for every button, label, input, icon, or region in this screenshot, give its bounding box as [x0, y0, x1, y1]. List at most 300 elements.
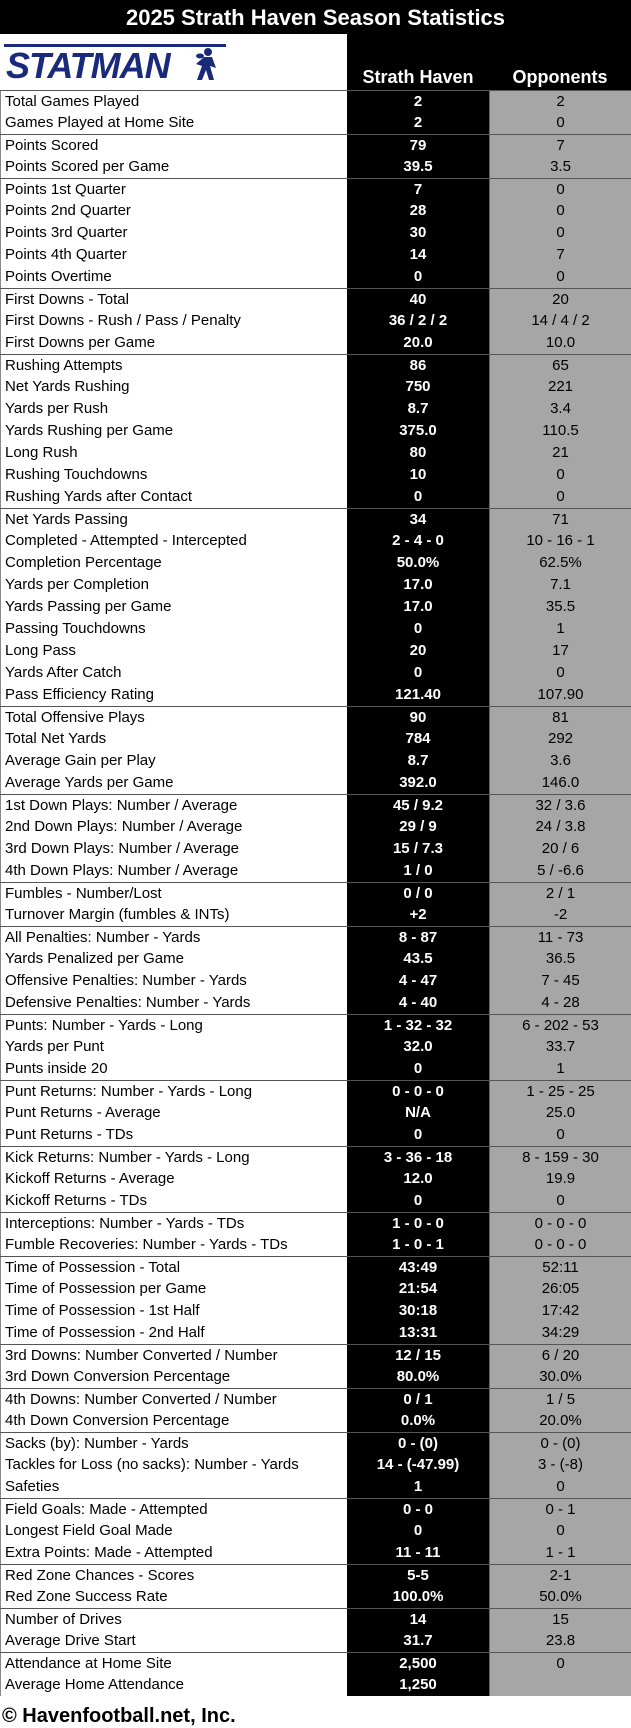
stat-row — [0, 1256, 631, 1278]
opponent-value: 3.4 — [489, 398, 631, 420]
opponent-value: 21 — [489, 442, 631, 464]
stat-row — [0, 772, 631, 794]
stat-label: Punt Returns - TDs — [0, 1124, 347, 1146]
opponents-column-label: Opponents — [512, 67, 608, 87]
stat-row — [0, 1190, 631, 1212]
opponent-value: 1 — [489, 618, 631, 640]
team-value: 1,250 — [347, 1674, 489, 1696]
opponent-value: 0 — [489, 1476, 631, 1498]
stat-row — [0, 574, 631, 596]
opponent-value: 110.5 — [489, 420, 631, 442]
stat-label: Time of Possession - Total — [0, 1257, 347, 1278]
opponent-value: 33.7 — [489, 1036, 631, 1058]
team-value: 4 - 47 — [347, 970, 489, 992]
stat-row — [0, 508, 631, 530]
stat-label: Yards Rushing per Game — [0, 420, 347, 442]
stat-label: Net Yards Rushing — [0, 376, 347, 398]
opponent-value: 10 - 16 - 1 — [489, 530, 631, 552]
stat-label: Punts: Number - Yards - Long — [0, 1015, 347, 1036]
stat-row — [0, 662, 631, 684]
opponent-value: 3 - (-8) — [489, 1454, 631, 1476]
team-value: 5-5 — [347, 1565, 489, 1586]
team-value: +2 — [347, 904, 489, 926]
stat-label: Yards per Rush — [0, 398, 347, 420]
stat-row — [0, 1322, 631, 1344]
opponent-value: 0 — [489, 464, 631, 486]
stat-row — [0, 970, 631, 992]
stat-row — [0, 794, 631, 816]
stat-label: Points Scored — [0, 135, 347, 156]
team-value: 21:54 — [347, 1278, 489, 1300]
opponent-value: 0 — [489, 1520, 631, 1542]
team-value: 80 — [347, 442, 489, 464]
team-value: 0 — [347, 266, 489, 288]
team-value: 4 - 40 — [347, 992, 489, 1014]
statman-logo-text: STATMAN — [6, 45, 170, 86]
stat-row — [0, 1058, 631, 1080]
stat-row — [0, 376, 631, 398]
stat-row — [0, 178, 631, 200]
stat-row — [0, 112, 631, 134]
team-value: 43.5 — [347, 948, 489, 970]
opponent-value: 2-1 — [489, 1565, 631, 1586]
team-value: 750 — [347, 376, 489, 398]
opponent-value: 6 / 20 — [489, 1345, 631, 1366]
opponent-value: 52:11 — [489, 1257, 631, 1278]
team-value: 28 — [347, 200, 489, 222]
opponent-value: 0 — [489, 1124, 631, 1146]
stat-row — [0, 1630, 631, 1652]
stat-row — [0, 618, 631, 640]
stat-label: Red Zone Success Rate — [0, 1586, 347, 1608]
stat-label: Attendance at Home Site — [0, 1653, 347, 1674]
opponent-value: 1 - 25 - 25 — [489, 1081, 631, 1102]
stat-label: Long Pass — [0, 640, 347, 662]
team-value: 121.40 — [347, 684, 489, 706]
stat-label: Kickoff Returns - TDs — [0, 1190, 347, 1212]
stat-row — [0, 1212, 631, 1234]
stat-label: Time of Possession - 1st Half — [0, 1300, 347, 1322]
stat-label: Yards per Punt — [0, 1036, 347, 1058]
stat-label: Offensive Penalties: Number - Yards — [0, 970, 347, 992]
opponent-value: 146.0 — [489, 772, 631, 794]
stat-row — [0, 398, 631, 420]
opponent-value: 7.1 — [489, 574, 631, 596]
stat-label: Kick Returns: Number - Yards - Long — [0, 1147, 347, 1168]
stat-label: Long Rush — [0, 442, 347, 464]
stat-label: Total Offensive Plays — [0, 707, 347, 728]
team-value: 0 - 0 - 0 — [347, 1081, 489, 1102]
team-value: 7 — [347, 179, 489, 200]
stat-row — [0, 288, 631, 310]
opponent-value: 1 / 5 — [489, 1389, 631, 1410]
team-value: 1 - 32 - 32 — [347, 1015, 489, 1036]
stat-label: Average Home Attendance — [0, 1674, 347, 1696]
opponent-value: 50.0% — [489, 1586, 631, 1608]
team-value: 31.7 — [347, 1630, 489, 1652]
stat-row — [0, 860, 631, 882]
team-value: 0 / 1 — [347, 1389, 489, 1410]
stat-label: Rushing Yards after Contact — [0, 486, 347, 508]
stat-label: Punts inside 20 — [0, 1058, 347, 1080]
stat-label: Field Goals: Made - Attempted — [0, 1499, 347, 1520]
team-value: 20.0 — [347, 332, 489, 354]
opponent-value: 26:05 — [489, 1278, 631, 1300]
opponent-value: 65 — [489, 355, 631, 376]
team-value: 1 - 0 - 1 — [347, 1234, 489, 1256]
opponent-value: 0 - 0 - 0 — [489, 1234, 631, 1256]
opponent-value: 1 - 1 — [489, 1542, 631, 1564]
opponent-value: 15 — [489, 1609, 631, 1630]
team-value: 784 — [347, 728, 489, 750]
stat-row — [0, 244, 631, 266]
opponent-value: 1 — [489, 1058, 631, 1080]
opponent-value: 292 — [489, 728, 631, 750]
opponent-value: 0 — [489, 1190, 631, 1212]
team-value: 0 — [347, 618, 489, 640]
opponent-value: 71 — [489, 509, 631, 530]
team-value: 1 / 0 — [347, 860, 489, 882]
opponent-value: 0 — [489, 486, 631, 508]
opponent-value: -2 — [489, 904, 631, 926]
stat-row — [0, 1476, 631, 1498]
opponent-value: 25.0 — [489, 1102, 631, 1124]
stat-label: Defensive Penalties: Number - Yards — [0, 992, 347, 1014]
stat-label: Time of Possession per Game — [0, 1278, 347, 1300]
stat-label: First Downs - Total — [0, 289, 347, 310]
opponent-value: 17 — [489, 640, 631, 662]
stat-label: Passing Touchdowns — [0, 618, 347, 640]
team-value: 15 / 7.3 — [347, 838, 489, 860]
opponent-value: 62.5% — [489, 552, 631, 574]
team-value: 30:18 — [347, 1300, 489, 1322]
team-value: N/A — [347, 1102, 489, 1124]
stat-row — [0, 1432, 631, 1454]
opponent-value: 3.6 — [489, 750, 631, 772]
stat-label: Pass Efficiency Rating — [0, 684, 347, 706]
team-value: 13:31 — [347, 1322, 489, 1344]
stat-label: Points 3rd Quarter — [0, 222, 347, 244]
opponent-value: 0 — [489, 1653, 631, 1674]
stat-row — [0, 640, 631, 662]
team-value: 0 — [347, 1058, 489, 1080]
opponent-value: 8 - 159 - 30 — [489, 1147, 631, 1168]
team-value: 0 — [347, 1190, 489, 1212]
stat-row — [0, 1080, 631, 1102]
opponent-value: 81 — [489, 707, 631, 728]
stat-label: Points 1st Quarter — [0, 179, 347, 200]
stat-label: Number of Drives — [0, 1609, 347, 1630]
team-value: 14 - (-47.99) — [347, 1454, 489, 1476]
stat-row — [0, 1344, 631, 1366]
team-value: 8.7 — [347, 750, 489, 772]
stat-row — [0, 354, 631, 376]
stat-row — [0, 838, 631, 860]
stat-label: Yards Passing per Game — [0, 596, 347, 618]
stat-row — [0, 926, 631, 948]
stat-label: All Penalties: Number - Yards — [0, 927, 347, 948]
team-value: 30 — [347, 222, 489, 244]
team-value: 2,500 — [347, 1653, 489, 1674]
team-value: 14 — [347, 1609, 489, 1630]
team-value: 14 — [347, 244, 489, 266]
stat-row — [0, 1542, 631, 1564]
opponent-value: 5 / -6.6 — [489, 860, 631, 882]
team-value: 392.0 — [347, 772, 489, 794]
team-value: 86 — [347, 355, 489, 376]
opponent-value: 6 - 202 - 53 — [489, 1015, 631, 1036]
opponent-value: 2 — [489, 91, 631, 112]
opponent-value: 7 - 45 — [489, 970, 631, 992]
stat-label: Average Gain per Play — [0, 750, 347, 772]
stat-row — [0, 1586, 631, 1608]
team-value: 0.0% — [347, 1410, 489, 1432]
opponent-value: 0 - 1 — [489, 1499, 631, 1520]
stat-row — [0, 1652, 631, 1674]
opponent-value: 17:42 — [489, 1300, 631, 1322]
team-value: 1 - 0 - 0 — [347, 1213, 489, 1234]
opponent-value: 36.5 — [489, 948, 631, 970]
stat-row — [0, 596, 631, 618]
opponent-value: 30.0% — [489, 1366, 631, 1388]
stat-label: Completion Percentage — [0, 552, 347, 574]
opponent-value: 0 — [489, 112, 631, 134]
stat-label: 4th Down Plays: Number / Average — [0, 860, 347, 882]
stat-row — [0, 1168, 631, 1190]
stat-row — [0, 728, 631, 750]
team-value: 50.0% — [347, 552, 489, 574]
stat-row — [0, 1146, 631, 1168]
stat-label: Fumble Recoveries: Number - Yards - TDs — [0, 1234, 347, 1256]
team-value: 375.0 — [347, 420, 489, 442]
team-value: 20 — [347, 640, 489, 662]
stat-row — [0, 464, 631, 486]
stat-row — [0, 486, 631, 508]
stat-label: Yards Penalized per Game — [0, 948, 347, 970]
team-value: 32.0 — [347, 1036, 489, 1058]
stat-label: Completed - Attempted - Intercepted — [0, 530, 347, 552]
team-value: 29 / 9 — [347, 816, 489, 838]
stat-label: Rushing Attempts — [0, 355, 347, 376]
stat-label: Red Zone Chances - Scores — [0, 1565, 347, 1586]
opponent-value: 2 / 1 — [489, 883, 631, 904]
stat-label: Yards per Completion — [0, 574, 347, 596]
stat-row — [0, 1564, 631, 1586]
stat-row — [0, 992, 631, 1014]
team-value: 8.7 — [347, 398, 489, 420]
stat-row — [0, 1278, 631, 1300]
team-value: 80.0% — [347, 1366, 489, 1388]
stat-row — [0, 706, 631, 728]
team-column-label: Strath Haven — [362, 67, 474, 87]
opponent-value: 20 — [489, 289, 631, 310]
stat-row — [0, 156, 631, 178]
stat-label: Punt Returns: Number - Yards - Long — [0, 1081, 347, 1102]
team-value: 0 — [347, 486, 489, 508]
opponent-value: 221 — [489, 376, 631, 398]
stat-row — [0, 750, 631, 772]
stat-row — [0, 904, 631, 926]
stat-label: Safeties — [0, 1476, 347, 1498]
team-value: 1 — [347, 1476, 489, 1498]
opponent-value: 7 — [489, 135, 631, 156]
stats-table — [0, 90, 631, 1696]
opponent-value: 14 / 4 / 2 — [489, 310, 631, 332]
team-value: 2 - 4 - 0 — [347, 530, 489, 552]
team-value: 40 — [347, 289, 489, 310]
opponent-value: 35.5 — [489, 596, 631, 618]
team-value: 34 — [347, 509, 489, 530]
stat-row — [0, 1102, 631, 1124]
stat-row — [0, 684, 631, 706]
opponent-value: 34:29 — [489, 1322, 631, 1344]
stat-label: Kickoff Returns - Average — [0, 1168, 347, 1190]
stat-row — [0, 200, 631, 222]
stat-row — [0, 1674, 631, 1696]
stat-label: First Downs - Rush / Pass / Penalty — [0, 310, 347, 332]
team-value: 45 / 9.2 — [347, 795, 489, 816]
opponent-value: 0 - 0 - 0 — [489, 1213, 631, 1234]
stat-row — [0, 1234, 631, 1256]
team-value: 17.0 — [347, 596, 489, 618]
team-value: 3 - 36 - 18 — [347, 1147, 489, 1168]
stat-row — [0, 948, 631, 970]
team-value: 8 - 87 — [347, 927, 489, 948]
opponents-column-header — [489, 34, 631, 90]
team-value: 12.0 — [347, 1168, 489, 1190]
opponent-value: 0 — [489, 222, 631, 244]
stat-row — [0, 1300, 631, 1322]
stat-row — [0, 1036, 631, 1058]
opponent-value: 10.0 — [489, 332, 631, 354]
team-value: 2 — [347, 112, 489, 134]
stat-label: Interceptions: Number - Yards - TDs — [0, 1213, 347, 1234]
opponent-value — [489, 1674, 631, 1696]
stat-row — [0, 442, 631, 464]
opponent-value: 11 - 73 — [489, 927, 631, 948]
opponent-value: 0 — [489, 266, 631, 288]
stat-label: 2nd Down Plays: Number / Average — [0, 816, 347, 838]
opponent-value: 107.90 — [489, 684, 631, 706]
stat-label: Average Yards per Game — [0, 772, 347, 794]
stat-label: Total Net Yards — [0, 728, 347, 750]
stat-row — [0, 1454, 631, 1476]
stat-label: 4th Downs: Number Converted / Number — [0, 1389, 347, 1410]
stat-label: 4th Down Conversion Percentage — [0, 1410, 347, 1432]
stat-row — [0, 1498, 631, 1520]
opponent-value: 0 — [489, 662, 631, 684]
stat-label: 3rd Down Conversion Percentage — [0, 1366, 347, 1388]
stat-row — [0, 882, 631, 904]
stat-row — [0, 1366, 631, 1388]
opponent-value: 0 - (0) — [489, 1433, 631, 1454]
stat-label: 1st Down Plays: Number / Average — [0, 795, 347, 816]
stat-row — [0, 420, 631, 442]
team-value: 79 — [347, 135, 489, 156]
stat-row — [0, 530, 631, 552]
stat-label: Points 4th Quarter — [0, 244, 347, 266]
stat-row — [0, 1410, 631, 1432]
stat-row — [0, 222, 631, 244]
stat-row — [0, 90, 631, 112]
opponent-value: 20 / 6 — [489, 838, 631, 860]
opponent-value: 0 — [489, 200, 631, 222]
opponent-value: 23.8 — [489, 1630, 631, 1652]
team-value: 36 / 2 / 2 — [347, 310, 489, 332]
stat-label: Turnover Margin (fumbles & INTs) — [0, 904, 347, 926]
team-value: 39.5 — [347, 156, 489, 178]
team-value: 11 - 11 — [347, 1542, 489, 1564]
team-column-header — [347, 34, 489, 90]
team-value: 0 / 0 — [347, 883, 489, 904]
stat-label: 3rd Down Plays: Number / Average — [0, 838, 347, 860]
stat-label: Points Scored per Game — [0, 156, 347, 178]
stat-label: Points 2nd Quarter — [0, 200, 347, 222]
stat-label: Net Yards Passing — [0, 509, 347, 530]
team-value: 0 — [347, 662, 489, 684]
opponent-value: 3.5 — [489, 156, 631, 178]
team-value: 2 — [347, 91, 489, 112]
stat-row — [0, 134, 631, 156]
stat-row — [0, 816, 631, 838]
stat-row — [0, 1014, 631, 1036]
stat-label: Fumbles - Number/Lost — [0, 883, 347, 904]
team-value: 100.0% — [347, 1586, 489, 1608]
stat-label: Points Overtime — [0, 266, 347, 288]
stat-row — [0, 1608, 631, 1630]
stat-label: Average Drive Start — [0, 1630, 347, 1652]
stat-label: Sacks (by): Number - Yards — [0, 1433, 347, 1454]
stat-label: Extra Points: Made - Attempted — [0, 1542, 347, 1564]
opponent-value: 19.9 — [489, 1168, 631, 1190]
team-value: 90 — [347, 707, 489, 728]
stat-row — [0, 266, 631, 288]
stat-label: 3rd Downs: Number Converted / Number — [0, 1345, 347, 1366]
team-value: 0 — [347, 1520, 489, 1542]
stat-row — [0, 1520, 631, 1542]
stat-label: Games Played at Home Site — [0, 112, 347, 134]
page-title: 2025 Strath Haven Season Statistics — [0, 0, 631, 34]
team-value: 43:49 — [347, 1257, 489, 1278]
stat-row — [0, 552, 631, 574]
team-value: 0 — [347, 1124, 489, 1146]
team-value: 0 - 0 — [347, 1499, 489, 1520]
stat-label: Tackles for Loss (no sacks): Number - Yards — [0, 1454, 347, 1476]
stat-label: Time of Possession - 2nd Half — [0, 1322, 347, 1344]
stat-label: Punt Returns - Average — [0, 1102, 347, 1124]
stat-label: Rushing Touchdowns — [0, 464, 347, 486]
opponent-value: 32 / 3.6 — [489, 795, 631, 816]
stat-label: Yards After Catch — [0, 662, 347, 684]
stat-label: Longest Field Goal Made — [0, 1520, 347, 1542]
team-value: 10 — [347, 464, 489, 486]
stat-label: First Downs per Game — [0, 332, 347, 354]
opponent-value: 4 - 28 — [489, 992, 631, 1014]
football-player-icon — [196, 48, 216, 80]
stat-row — [0, 332, 631, 354]
opponent-value: 7 — [489, 244, 631, 266]
statman-logo — [4, 44, 226, 86]
stat-row — [0, 1124, 631, 1146]
team-value: 0 - (0) — [347, 1433, 489, 1454]
team-value: 12 / 15 — [347, 1345, 489, 1366]
stat-row — [0, 310, 631, 332]
opponent-value: 24 / 3.8 — [489, 816, 631, 838]
opponent-value: 0 — [489, 179, 631, 200]
opponent-value: 20.0% — [489, 1410, 631, 1432]
stat-label: Total Games Played — [0, 91, 347, 112]
team-value: 17.0 — [347, 574, 489, 596]
